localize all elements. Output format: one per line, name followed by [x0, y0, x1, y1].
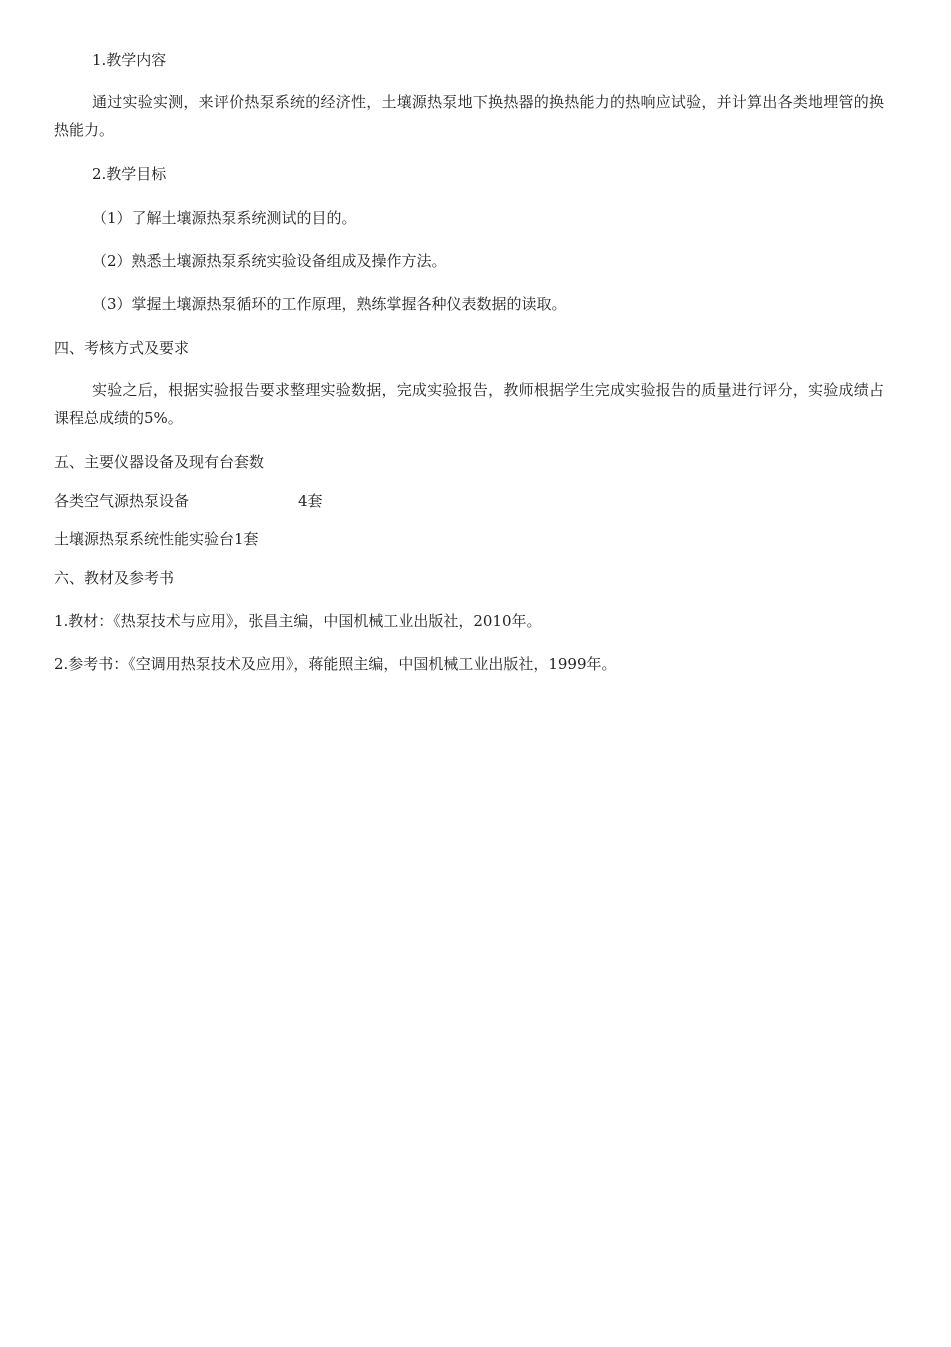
equipment-heading: 五、主要仪器设备及现有台套数 — [54, 453, 265, 471]
teaching-goal-item: （3）掌握土壤源热泵循环的工作原理，熟练掌握各种仪表数据的读取。 — [92, 295, 567, 313]
equipment-row — [54, 491, 323, 511]
teaching-goal-item: （2）熟悉土壤源热泵系统实验设备组成及操作方法。 — [92, 252, 447, 270]
reference-item: 1.教材：《热泵技术与应用》，张昌主编，中国机械工业出版社，2010年。 — [54, 612, 542, 630]
assessment-heading: 四、考核方式及要求 — [54, 339, 190, 357]
equipment-name: 各类空气源热泵设备 — [54, 492, 190, 510]
references-heading: 六、教材及参考书 — [54, 569, 175, 587]
teaching-goals-heading: 2.教学目标 — [92, 165, 167, 183]
equipment-row: 土壤源热泵系统性能实验台1套 — [54, 530, 259, 548]
equipment-count: 4套 — [298, 492, 323, 510]
reference-item: 2.参考书：《空调用热泵技术及应用》，蒋能照主编，中国机械工业出版社，1999年。 — [54, 655, 617, 673]
teaching-content-heading: 1.教学内容 — [92, 51, 167, 69]
teaching-content-paragraph: 通过实验实测，来评价热泵系统的经济性，土壤源热泵地下换热器的换热能力的热响应试验，并计算出各类地埋管的换热能力。 — [54, 93, 884, 139]
assessment-paragraph: 实验之后，根据实验报告要求整理实验数据，完成实验报告，教师根据学生完成实验报告的质量进行评分，实验成绩占课程总成绩的5%。 — [54, 381, 884, 427]
teaching-goal-item: （1）了解土壤源热泵系统测试的目的。 — [92, 209, 357, 227]
